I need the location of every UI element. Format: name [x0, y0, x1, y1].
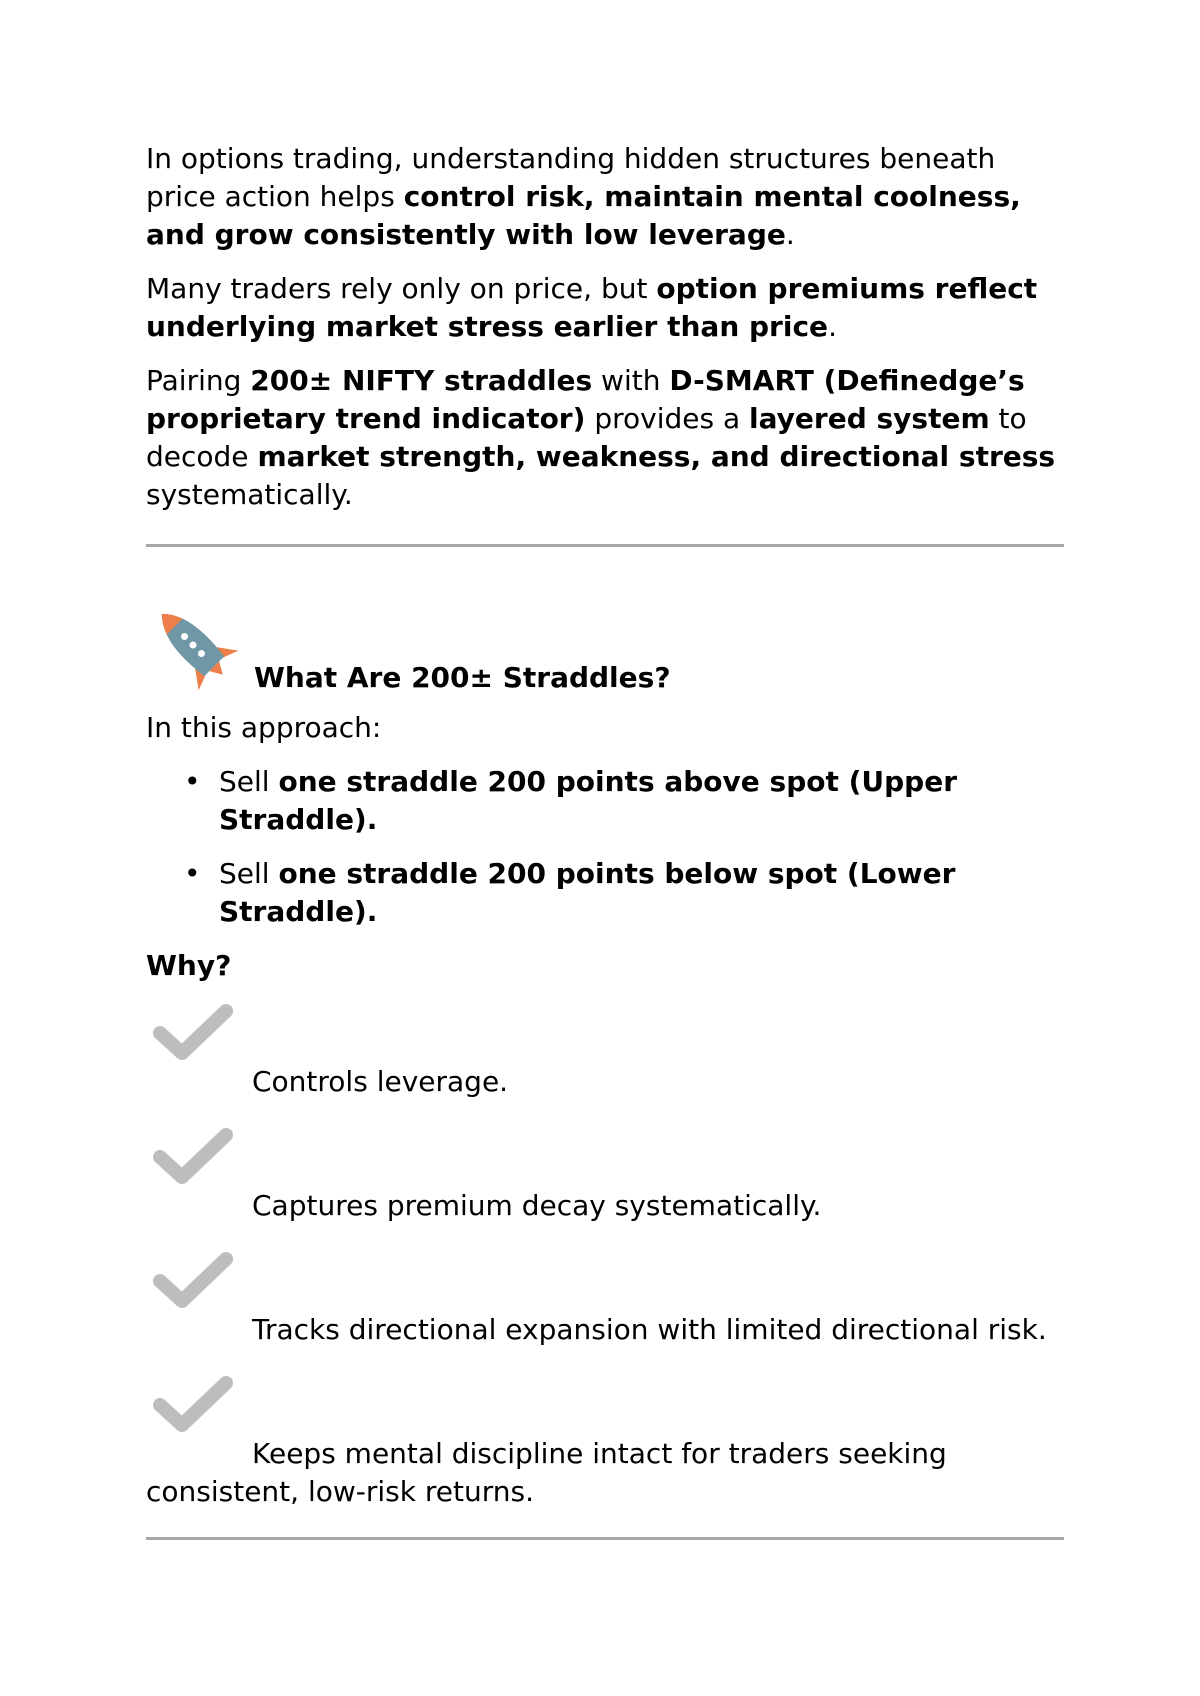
- bullet-dot: •: [184, 857, 201, 890]
- bullet-dot: •: [184, 765, 201, 798]
- document-page: [146, 140, 1066, 1540]
- text-run: systematically.: [146, 478, 353, 511]
- bold-run: option premiums reflect underlying market stress earlier than price: [146, 272, 1038, 343]
- text-run: with: [592, 364, 670, 397]
- bold-run: 200± NIFTY straddles: [250, 364, 593, 397]
- text-run: In options trading, understanding hidden structures beneath price action helps: [146, 142, 996, 213]
- reason-item: [146, 999, 1066, 1107]
- bullet-item: [146, 763, 1066, 839]
- text-run: Many traders rely only on price, but: [146, 272, 657, 305]
- text-run: Sell: [219, 857, 279, 890]
- bold-run: D-SMART (Definedge’s proprietary trend indicator): [146, 364, 1025, 435]
- reason-item: [146, 1247, 1066, 1355]
- text-run: provides a: [585, 402, 750, 435]
- checkmark-icon: [150, 1247, 234, 1311]
- horizontal-rule: [146, 544, 1064, 547]
- intro-paragraph-1: [146, 140, 1066, 254]
- reason-item: [146, 1371, 1066, 1511]
- text-run: .: [785, 218, 795, 251]
- checkmark-icon: [150, 1371, 234, 1435]
- intro-paragraph-2: [146, 270, 1066, 346]
- bold-run: layered system: [749, 402, 990, 435]
- text-run: Pairing: [146, 364, 251, 397]
- why-label: Why?: [146, 949, 232, 982]
- bold-run: one straddle 200 points above spot (Upper Straddle).: [219, 765, 958, 836]
- reason-item: [146, 1123, 1066, 1231]
- text-run: to decode: [146, 402, 1027, 473]
- text-run: Sell: [219, 765, 279, 798]
- checkmark-icon: [150, 999, 234, 1063]
- section-intro: In this approach:: [146, 711, 382, 744]
- section-heading: What Are 200± Straddles?: [254, 661, 671, 694]
- bold-run: one straddle 200 points below spot (Lower Straddle).: [219, 857, 956, 928]
- bullet-list: [146, 763, 1066, 931]
- text-run: .: [828, 310, 837, 343]
- reason-text: Keeps mental discipline intact for traders seeking consistent, low-risk returns.: [146, 1437, 947, 1508]
- horizontal-rule: [146, 1537, 1064, 1540]
- section-heading-row: [146, 595, 1066, 697]
- reason-text: Tracks directional expansion with limited directional risk.: [252, 1313, 1047, 1346]
- rocket-icon: [143, 595, 243, 695]
- checkmark-icon: [150, 1123, 234, 1187]
- reason-text: Captures premium decay systematically.: [252, 1189, 822, 1222]
- bold-run: market strength, weakness, and directional stress: [257, 440, 1056, 473]
- reason-text: Controls leverage.: [252, 1065, 509, 1098]
- bold-run: control risk, maintain mental coolness, and grow consistently with low leverage: [146, 180, 1021, 251]
- intro-paragraph-3: [146, 362, 1066, 514]
- bullet-item: [146, 855, 1066, 931]
